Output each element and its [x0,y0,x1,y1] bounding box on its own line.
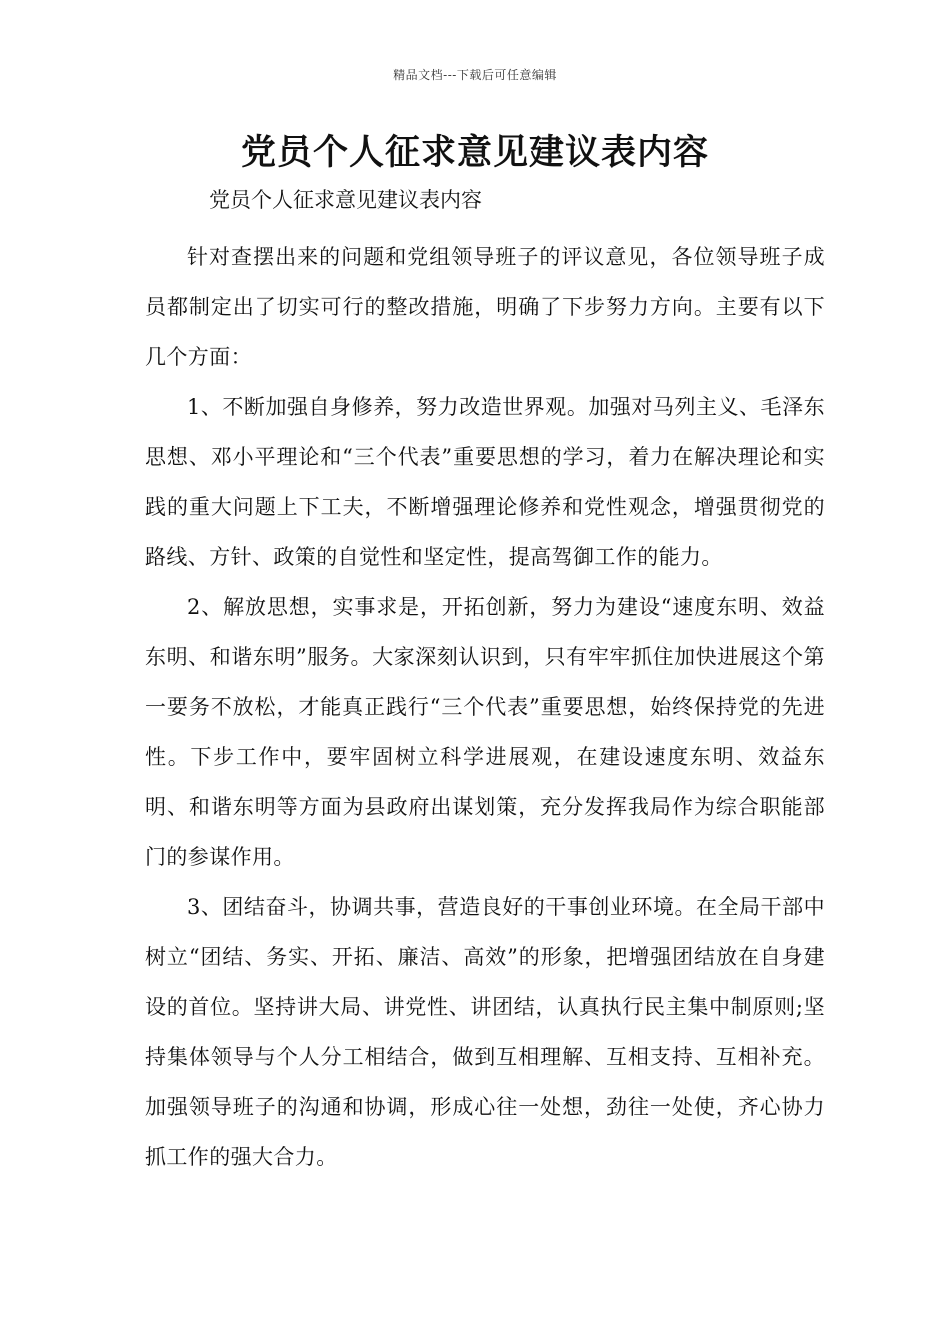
paragraph-point-1: 1、不断加强自身修养，努力改造世界观。加强对马列主义、毛泽东思想、邓小平理论和“三个代表”重要思想的学习，着力在解决理论和实践的重大问题上下工夫，不断增强理论修养和党性观念，增强贯彻党的路线、方针、政策的自觉性和坚定性，提高驾御工作的能力。 [145,395,825,569]
paragraph-point-3: 3、团结奋斗，协调共事，营造良好的干事创业环境。在全局干部中树立“团结、务实、开拓、廉洁、高效”的形象，把增强团结放在自身建设的首位。坚持讲大局、讲党性、讲团结，认真执行民主集中制原则;坚持集体领导与个人分工相结合，做到互相理解、互相支持、互相补充。加强领导班子的沟通和协调，形成心往一处想，劲往一处使，齐心协力抓工作的强大合力。 [145,895,825,1169]
document-body [145,232,825,1182]
document-subtitle: 党员个人征求意见建议表内容 [209,188,482,212]
header-note: 精品文档---下载后可任意编辑 [393,68,557,82]
document-title: 党员个人征求意见建议表内容 [240,132,709,173]
paragraph-intro: 针对查摆出来的问题和党组领导班子的评议意见，各位领导班子成员都制定出了切实可行的整改措施，明确了下步努力方向。主要有以下几个方面： [145,245,825,369]
paragraph-point-2: 2、解放思想，实事求是，开拓创新，努力为建设“速度东明、效益东明、和谐东明”服务。大家深刻认识到，只有牢牢抓住加快进展这个第一要务不放松，才能真正践行“三个代表”重要思想，始终保持党的先进性。下步工作中，要牢固树立科学进展观，在建设速度东明、效益东明、和谐东明等方面为县政府出谋划策，充分发挥我局作为综合职能部门的参谋作用。 [145,595,825,869]
